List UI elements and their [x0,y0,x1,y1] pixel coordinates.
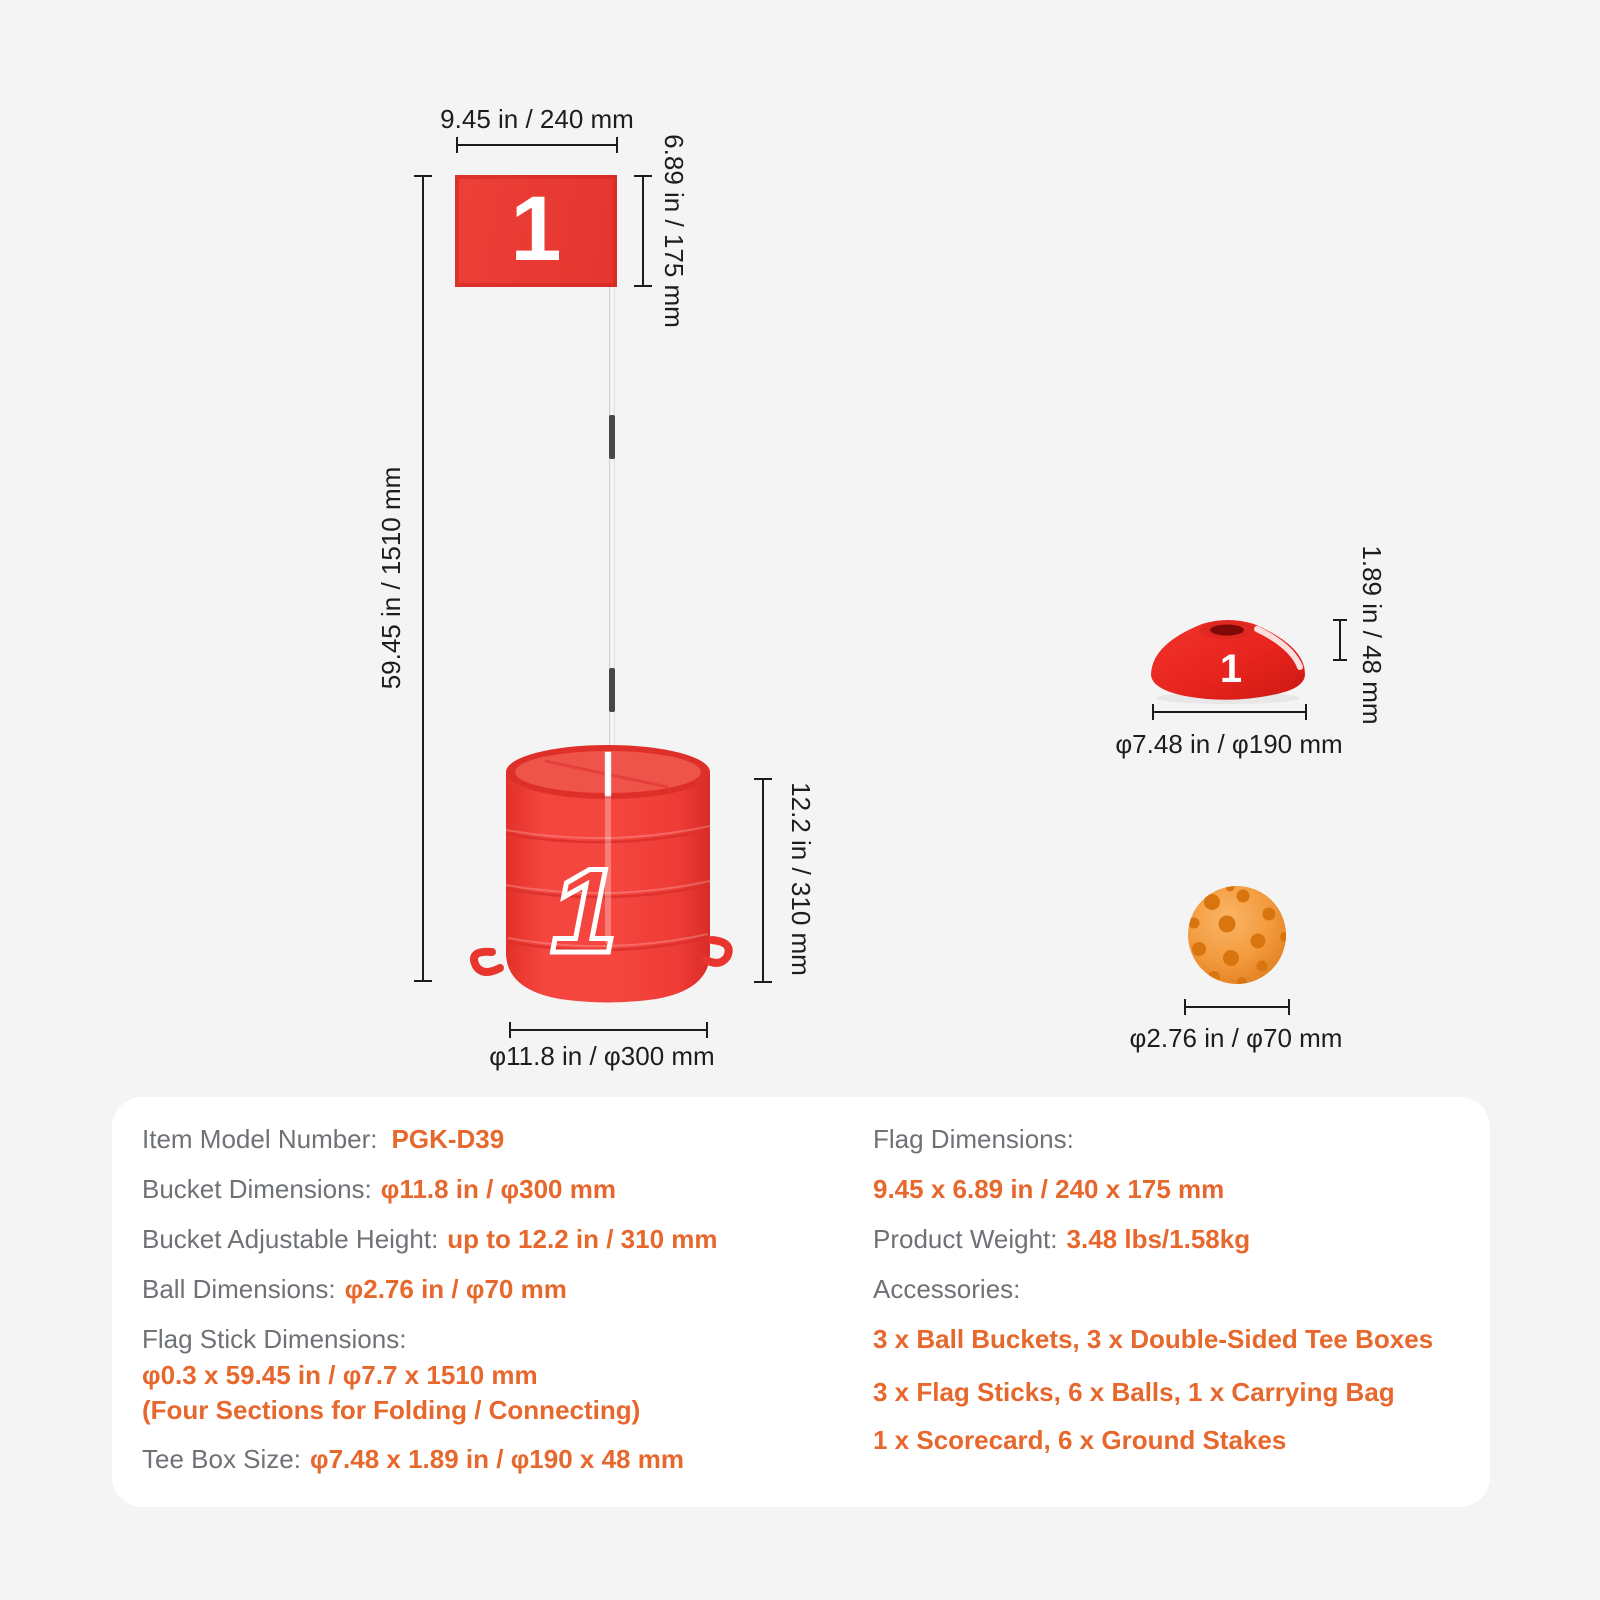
ball-diameter-label: φ2.76 in / φ70 mm [1129,1023,1343,1053]
cone-height-label: 1.89 in / 48 mm [1357,545,1387,725]
spec-row-bucket-dimensions [142,1174,718,1204]
spec-row-accessories-3 [873,1425,1433,1455]
bucket-diameter-label: φ11.8 in / φ300 mm [489,1041,715,1071]
ball-dimensions-value: φ2.76 in / φ70 mm [344,1274,567,1304]
stick-height-label: 59.45 in / 1510 mm [376,466,406,690]
spec-row-flag-dimensions-label [873,1124,1433,1154]
flag-height-label: 6.89 in / 175 mm [659,134,689,328]
flag-width-label: 9.45 in / 240 mm [440,104,634,134]
flag-number: 1 [510,178,562,280]
bucket-height-value: up to 12.2 in / 310 mm [447,1224,718,1254]
accessories-label: Accessories: [873,1274,1021,1304]
spec-row-accessories-label [873,1274,1433,1304]
model-value: PGK-D39 [391,1124,505,1154]
accessories-line-3: 1 x Scorecard, 6 x Ground Stakes [873,1425,1287,1455]
cone-diameter-label: φ7.48 in / φ190 mm [1115,729,1343,759]
flagstick-dimensions-label: Flag Stick Dimensions: [142,1324,407,1354]
flag-dimensions-label: Flag Dimensions: [873,1124,1074,1154]
spec-column-right [873,1124,1433,1455]
ball-bucket [474,745,729,1003]
bucket-dimensions-label: Bucket Dimensions: [142,1174,372,1204]
product-weight-value: 3.48 lbs/1.58kg [1066,1224,1251,1254]
spec-row-bucket-height [142,1224,718,1254]
spec-row-flagstick-value2 [142,1395,718,1425]
cone-hole [1210,625,1244,636]
practice-ball [1186,883,1291,988]
bucket-rope-left [474,952,500,972]
model-label: Item Model Number: [142,1124,378,1154]
tee-box-cone [1151,620,1305,704]
spec-row-model [142,1124,718,1154]
bucket-height-label-text: Bucket Adjustable Height: [142,1224,439,1254]
ball-body [1188,886,1286,984]
spec-column-left [142,1124,718,1474]
spec-row-product-weight [873,1224,1433,1254]
spec-row-ball-dimensions [142,1274,718,1304]
spec-row-accessories-1 [873,1324,1433,1354]
ball-dimensions-label: Ball Dimensions: [142,1274,336,1304]
bucket-height-label: 12.2 in / 310 mm [786,782,816,976]
flag-dimensions-value: 9.45 x 6.89 in / 240 x 175 mm [873,1174,1225,1204]
flagstick-dimensions-value: φ0.3 x 59.45 in / φ7.7 x 1510 mm [142,1360,538,1390]
cone-number: 1 [1219,647,1243,691]
tee-box-label: Tee Box Size: [142,1444,301,1474]
accessories-line-2: 3 x Flag Sticks, 6 x Balls, 1 x Carrying Bag [873,1377,1395,1407]
spec-row-flagstick-label [142,1324,718,1354]
spec-row-accessories-2 [873,1377,1433,1407]
spec-row-flag-dimensions-value [873,1174,1433,1204]
flag-stick-inside-bucket [605,752,611,796]
product-weight-label: Product Weight: [873,1224,1058,1254]
spec-row-tee-box [142,1444,718,1474]
flagstick-folding-note: (Four Sections for Folding / Connecting) [142,1395,641,1425]
bucket-number: 1 [550,844,618,978]
tee-box-value: φ7.48 x 1.89 in / φ190 x 48 mm [309,1444,684,1474]
spec-row-flagstick-value1 [142,1360,718,1390]
accessories-line-1: 3 x Ball Buckets, 3 x Double-Sided Tee Boxes [873,1324,1434,1354]
spec-panel [112,1097,1490,1507]
bucket-dimensions-value: φ11.8 in / φ300 mm [380,1174,616,1204]
